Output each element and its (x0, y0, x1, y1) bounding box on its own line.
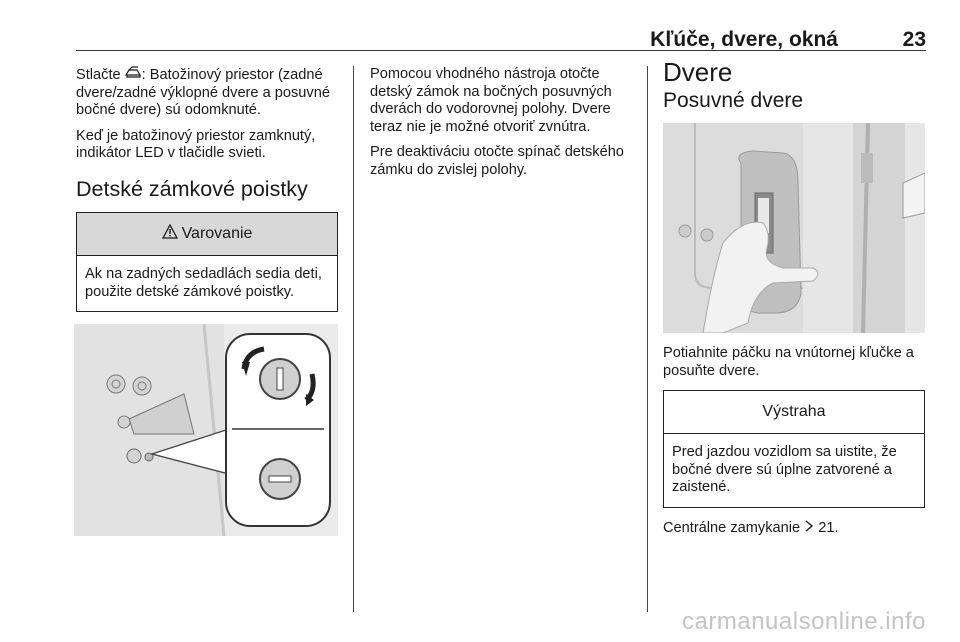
page-number: 23 (902, 28, 926, 51)
paragraph-central-locking-ref (663, 520, 925, 538)
trunk-open-icon (125, 66, 142, 85)
warning-box-header (77, 213, 337, 256)
caption-sliding-door: Potiahnite páčku na vnútornej kľučke a posuňte dvere. (663, 345, 914, 379)
paragraph-trunk-unlock (76, 66, 338, 120)
page-reference-icon (804, 520, 814, 538)
notice-body: Pred jazdou vozidlom sa uistite, že bočné dvere sú úplne zatvorené a zaistené. (672, 444, 897, 495)
header-rule (76, 50, 926, 51)
ref-page: 21. (814, 519, 839, 536)
column-divider-2 (647, 66, 648, 612)
page-header-title: Kľúče, dvere, okná (650, 28, 838, 51)
text-lead: Stlačte (76, 67, 125, 83)
child-lock-figure (74, 324, 338, 536)
paragraph-child-lock-deactivate: Pre deaktiváciu otočte spínač detského zámku do zvislej polohy. (370, 144, 624, 178)
paragraph-child-lock-activate: Pomocou vhodného nástroja otočte detský zámok na bočných posuvných dverách do vodorovnej polohy. Dvere teraz nie je možné otvoriť zvnútra. (370, 66, 612, 135)
notice-box-header: Výstraha (664, 391, 924, 434)
warning-title: Varovanie (181, 225, 253, 243)
warning-body: Ak na zadných sedadlách sedia deti, použite detské zámkové poistky. (85, 266, 322, 300)
ref-text: Centrálne zamykanie (663, 519, 805, 536)
watermark: carmanualsonline.info (682, 608, 926, 635)
notice-box (663, 390, 925, 508)
paragraph-led: Keď je batožinový priestor zamknutý, indikátor LED v tlačidle svieti. (76, 127, 316, 161)
column-2 (370, 66, 636, 187)
section-heading-child-locks: Detské zámkové poistky (76, 176, 308, 201)
column-3 (663, 57, 925, 545)
text-rest: : Batožinový priestor (zadné dvere/zadné výklopné dvere a posuvné bočné dvere) sú odomknuté. (76, 67, 330, 118)
sliding-door-figure (663, 123, 925, 333)
subsection-heading-sliding-doors: Posuvné dvere (663, 88, 804, 112)
column-1 (76, 66, 338, 536)
column-divider-1 (353, 66, 354, 612)
warning-triangle-icon (162, 224, 178, 244)
warning-box (76, 212, 338, 312)
section-heading-doors: Dvere (663, 57, 733, 87)
